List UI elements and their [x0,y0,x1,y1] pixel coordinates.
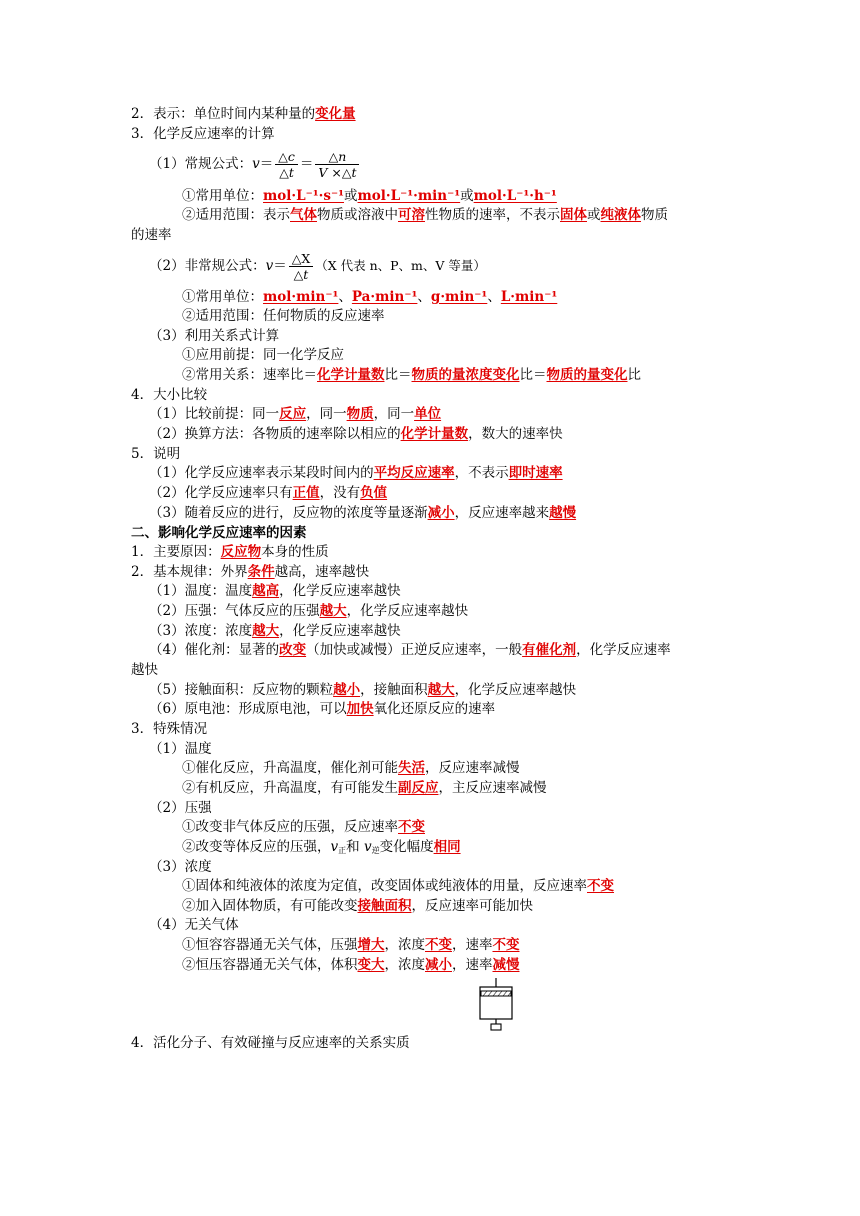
line-surface-area: （5）接触面积：反应物的颗粒越小，接触面积越大，化学反应速率越快 [149,682,577,698]
line-2-representation: 2．表示：单位时间内某种量的变化量 [131,106,356,122]
line-4-activated-molecules: 4．活化分子、有效碰撞与反应速率的关系实质 [131,1035,410,1051]
line-basic-law: 2．基本规律：外界条件越高，速率越快 [131,564,370,580]
line-scope-2: ②适用范围：任何物质的反应速率 [182,308,385,324]
line-3-heading: 3．化学反应速率的计算 [131,126,275,142]
line-common-units-2: ①常用单位：mol·min⁻¹、Pa·min⁻¹、g·min⁻¹、L·min⁻¹ [182,289,558,305]
formula-nonconventional: （2）非常规公式：v＝ $\frac{\triangle X}{\triangle t}$ （X 代表 n、P、m、V 等量） [149,251,486,282]
section-title-factors: 二、影响化学反应速率的因素 [131,525,307,541]
line-main-cause: 1．主要原因：反应物本身的性质 [131,544,329,560]
fraction-dc-dt: $\frac{\triangle c}{\triangle t}$ [275,149,298,180]
line-sc-conc-1: ①固体和纯液体的浓度为定值，改变固体或纯液体的用量，反应速率不变 [182,878,614,894]
line-sc-pressure: （2）压强 [149,800,212,816]
line-compare-premise: （1）比较前提：同一反应，同一物质，同一单位 [149,406,442,422]
line-galvanic-cell: （6）原电池：形成原电池，可以加快氧化还原反应的速率 [149,701,496,717]
formula-conventional: （1）常规公式：v＝ $\frac{\triangle c}{\triangle t}$ ＝ $\frac{\triangle n}{V \times\triangle t}$ [149,147,361,181]
line-note-2: （2）化学反应速率只有正值，没有负值 [149,485,388,501]
line-sc-temp-2: ②有机反应，升高温度，有可能发生副反应，主反应速率减慢 [182,780,547,796]
line-catalyst: （4）催化剂：显著的改变（加快或减慢）正逆反应速率，一般有催化剂，化学反应速率 [149,642,671,658]
piston-container-diagram [476,977,516,1037]
line-note-1: （1）化学反应速率表示某段时间内的平均反应速率，不表示即时速率 [149,465,563,481]
line-special-cases: 3．特殊情况 [131,721,208,737]
line-sc-gas-1: ①恒容容器通无关气体，压强增大，浓度不变，速率不变 [182,937,520,953]
line-scope-1-cont: 的速率 [131,227,172,243]
line-sc-conc-2: ②加入固体物质，有可能改变接触面积，反应速率可能加快 [182,898,533,914]
line-common-relation: ②常用关系：速率比＝化学计量数比＝物质的量浓度变化比＝物质的量变化比 [182,367,641,383]
line-5-heading: 5．说明 [131,446,181,462]
line-4-heading: 4．大小比较 [131,387,208,403]
line-sc-temperature: （1）温度 [149,741,212,757]
line-temperature: （1）温度：温度越高，化学反应速率越快 [149,583,401,599]
line-sc-inert-gas: （4）无关气体 [149,917,239,933]
highlight-term: 变化量 [315,106,356,122]
line-conversion: （2）换算方法：各物质的速率除以相应的化学计量数，数大的速率快 [149,426,563,442]
line-common-units-1: ①常用单位：mol·L⁻¹·s⁻¹或mol·L⁻¹·min⁻¹或mol·L⁻¹·h⁻¹ [182,188,557,204]
line-sc-press-2: ②改变等体反应的压强，$v_正$和 $v_逆$变化幅度相同 [182,839,461,855]
line-sc-temp-1: ①催化反应，升高温度，催化剂可能失活，反应速率减慢 [182,760,520,776]
fraction-dx-dt: $\frac{\triangle X}{\triangle t}$ [289,251,314,282]
fraction-dn-vdt: $\frac{\triangle n}{V \times\triangle t}$ [315,149,359,180]
line-concentration: （3）浓度：浓度越大，化学反应速率越快 [149,623,401,639]
line-sc-concentration: （3）浓度 [149,859,212,875]
line-premise: ①应用前提：同一化学反应 [182,347,344,363]
line-pressure: （2）压强：气体反应的压强越大，化学反应速率越快 [149,603,469,619]
line-note-3: （3）随着反应的进行，反应物的浓度等量逐渐减小，反应速率越来越慢 [149,505,577,521]
line-scope-1: ②适用范围：表示气体物质或溶液中可溶性物质的速率，不表示固体或纯液体物质 [182,207,668,223]
line-sc-press-1: ①改变非气体反应的压强，反应速率不变 [182,819,425,835]
line-sc-gas-2: ②恒压容器通无关气体，体积变大，浓度减小，速率减慢 [182,957,520,973]
line-catalyst-cont: 越快 [131,662,158,678]
line-relation-calc: （3）利用关系式计算 [149,328,280,344]
